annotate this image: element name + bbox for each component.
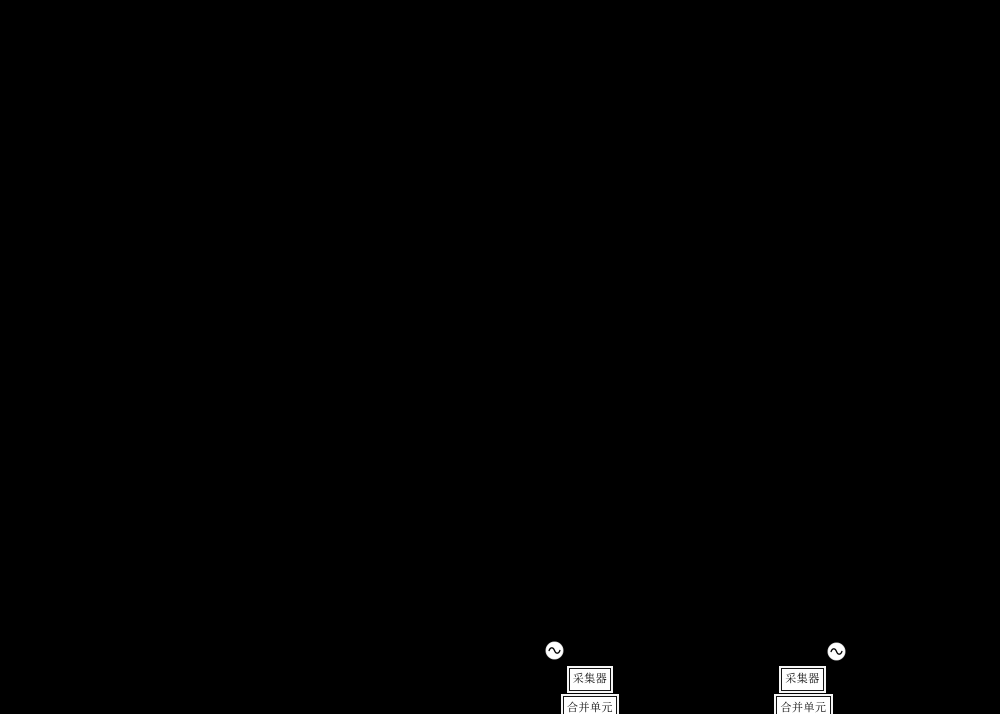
collector-box bbox=[781, 668, 824, 691]
ac-source-icon bbox=[545, 641, 564, 660]
merging-unit-label: 合并单元 bbox=[567, 702, 613, 714]
collector-label: 采集器 bbox=[785, 673, 820, 685]
merging-unit-box bbox=[563, 696, 617, 714]
ac-source-icon bbox=[827, 642, 846, 661]
collector-label: 采集器 bbox=[572, 673, 608, 685]
merging-unit-label: 合并单元 bbox=[780, 702, 827, 714]
collector-box bbox=[569, 668, 611, 691]
merging-unit-box bbox=[776, 696, 831, 714]
